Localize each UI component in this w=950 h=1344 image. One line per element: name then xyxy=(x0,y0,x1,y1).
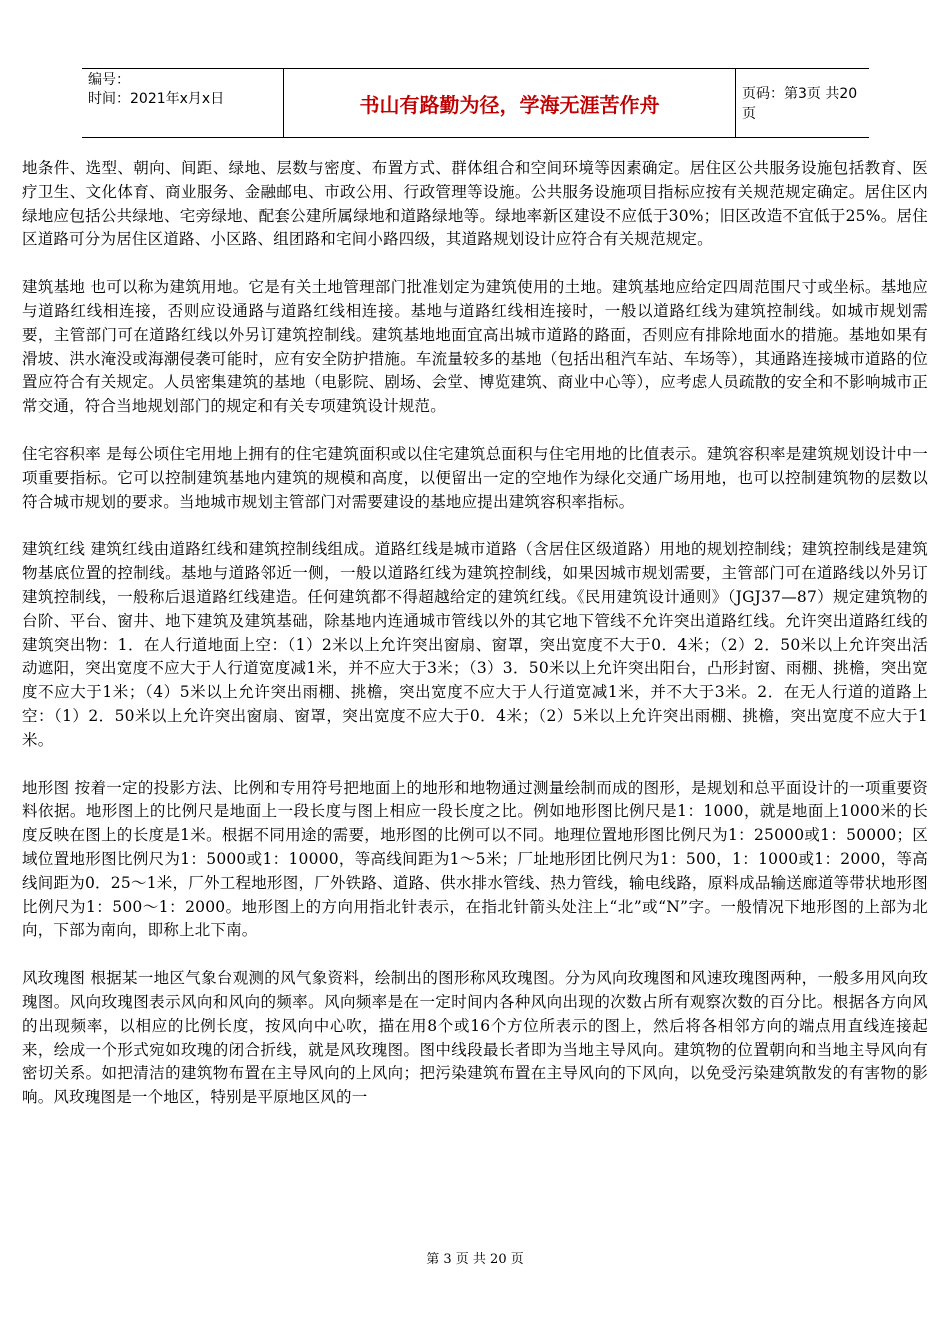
page-header xyxy=(82,68,869,138)
document-body xyxy=(22,157,928,1134)
paragraph-wind-rose: 风玫瑰图 根据某一地区气象台观测的风气象资料，绘制出的图形称风玫瑰图。分为风向玫瑰图和风速玫瑰图两种，一般多用风向玫瑰图。风向玫瑰图表示风向和风向的频率。风向频率是在一定时间内各种风向出现的次数占所有观察次数的百分比。根据各方向风的出现频率，以相应的比例长度，按风向中心吹，描在用8个或16个方位所表示的图上，然后将各相邻方向的端点用直线连接起来，绘成一个形式宛如玫瑰的闭合折线，就是风玫瑰图。图中线段最长者即为当地主导风向。建筑物的位置朝向和当地主导风向有密切关系。如把清洁的建筑物布置在主导风向的上风向；把污染建筑布置在主导风向的下风向，以免受污染建筑散发的有害物的影响。风玫瑰图是一个地区，特别是平原地区风的一 xyxy=(22,969,928,1107)
paragraph-topographic-map: 地形图 按着一定的投影方法、比例和专用符号把地面上的地形和地物通过测量绘制而成的图形，是规划和总平面设计的一项重要资料依据。地形图上的比例尺是地面上一段长度与图上相应一段长度之比。例如地形图比例尺是1：1000，就是地面上1000米的长度反映在图上的长度是1米。根据不同用途的需要，地形图的比例可以不同。地理位置地形图比例尺为1：25000或1：50000；区域位置地形图比例尺为1：5000或1：10000，等高线间距为1～5米；厂址地形团比例尺为1：500，1：1000或1：2000，等高线间距为0．25～1米，厂外工程地形图，厂外铁路、道路、供水排水管线、热力管线，输电线路，原料成品输送廊道等带状地形图比例尺为1：500～1：2000。地形图上的方向用指北针表示，在指北针箭头处注上“北”或“N”字。一般情况下地形图的上部为北向，下部为南向，即称上北下南。 xyxy=(22,778,928,940)
document-number-label: 编号： xyxy=(88,72,130,88)
header-motto: 书山有路勤为径，学海无涯苦作舟 xyxy=(283,69,736,137)
header-page-info: 页码：第3页 共20页 xyxy=(742,86,858,122)
paragraph-residential-area: 地条件、选型、朝向、间距、绿地、层数与密度、布置方式、群体组合和空间环境等因素确定。居住区公共服务设施包括教育、医疗卫生、文化体育、商业服务、金融邮电、市政公用、行政管理等设施。公共服务设施项目指标应按有关规范规定确定。居住区内绿地应包括公共绿地、宅旁绿地、配套公建所属绿地和道路绿地等。绿地率新区建设不应低于30%；旧区改造不宜低于25%。居住区道路可分为居住区道路、小区路、组团路和宅间小路四级，其道路规划设计应符合有关规范规定。 xyxy=(22,159,928,249)
page-footer: 第 3 页 共 20 页 xyxy=(426,1252,524,1267)
header-meta xyxy=(88,71,278,109)
paragraph-plot-ratio: 住宅容积率 是每公顷住宅用地上拥有的住宅建筑面积或以住宅建筑总面积与住宅用地的比值表示。建筑容积率是建筑规划设计中一项重要指标。它可以控制建筑基地内建筑的规模和高度，以便留出一定的空地作为绿化交通广场用地，也可以控制建筑物的层数以符合城市规划的要求。当地城市规划主管部门对需要建设的基地应提出建筑容积率指标。 xyxy=(22,444,928,511)
paragraph-building-site: 建筑基地 也可以称为建筑用地。它是有关土地管理部门批准划定为建筑使用的土地。建筑基地应给定四周范围尺寸或坐标。基地应与道路红线相连接，否则应设通路与道路红线相连接。基地与道路红线相连接时，一般以道路红线为建筑控制线。如城市规划需要，主管部门可在道路红线以外另订建筑控制线。建筑基地地面宜高出城市道路的路面，否则应有排除地面水的措施。基地如果有滑坡、洪水淹没或海潮侵袭可能时，应有安全防护措施。车流量较多的基地（包括出租汽车站、车场等），其通路连接城市道路的位置应符合有关规定。人员密集建筑的基地（电影院、剧场、会堂、博览建筑、商业中心等），应考虑人员疏散的安全和不影响城市正常交通，符合当地规划部门的规定和有关专项建筑设计规范。 xyxy=(22,278,928,416)
paragraph-building-red-line: 建筑红线 建筑红线由道路红线和建筑控制线组成。道路红线是城市道路（含居住区级道路）用地的规划控制线；建筑控制线是建筑物基底位置的控制线。基地与道路邻近一侧，一般以道路红线为建筑控制线，如果因城市规划需要，主管部门可在道路线以外另订建筑控制线，一般称后退道路红线建造。任何建筑都不得超越给定的建筑红线。《民用建筑设计通则》（JGJ37—87）规定建筑物的台阶、平台、窗井、地下建筑及建筑基础，除基地内连通城市管线以外的其它地下管线不允许突出道路红线。允许突出道路红线的建筑突出物：1．在人行道地面上空：（1）2米以上允许突出窗扇、窗罩，突出宽度不大于0．4米；（2）2．50米以上允许突出活动遮阳，突出宽度不应大于人行道宽度减1米，并不应大于3米；（3）3．50米以上允许突出阳台，凸形封窗、雨棚、挑檐，突出宽度不应大于1米；（4）5米以上允许突出雨棚、挑檐，突出宽度不应大于人行道宽减1米，并不大于3米。2．在无人行道的道路上空：（1）2．50米以上允许突出窗扇、窗罩，突出宽度不应大于0．4米；（2）5米以上允许突出雨棚、挑檐，突出宽度不应大于1米。 xyxy=(22,540,928,749)
document-date: 时间：2021年x月x日 xyxy=(88,91,225,107)
